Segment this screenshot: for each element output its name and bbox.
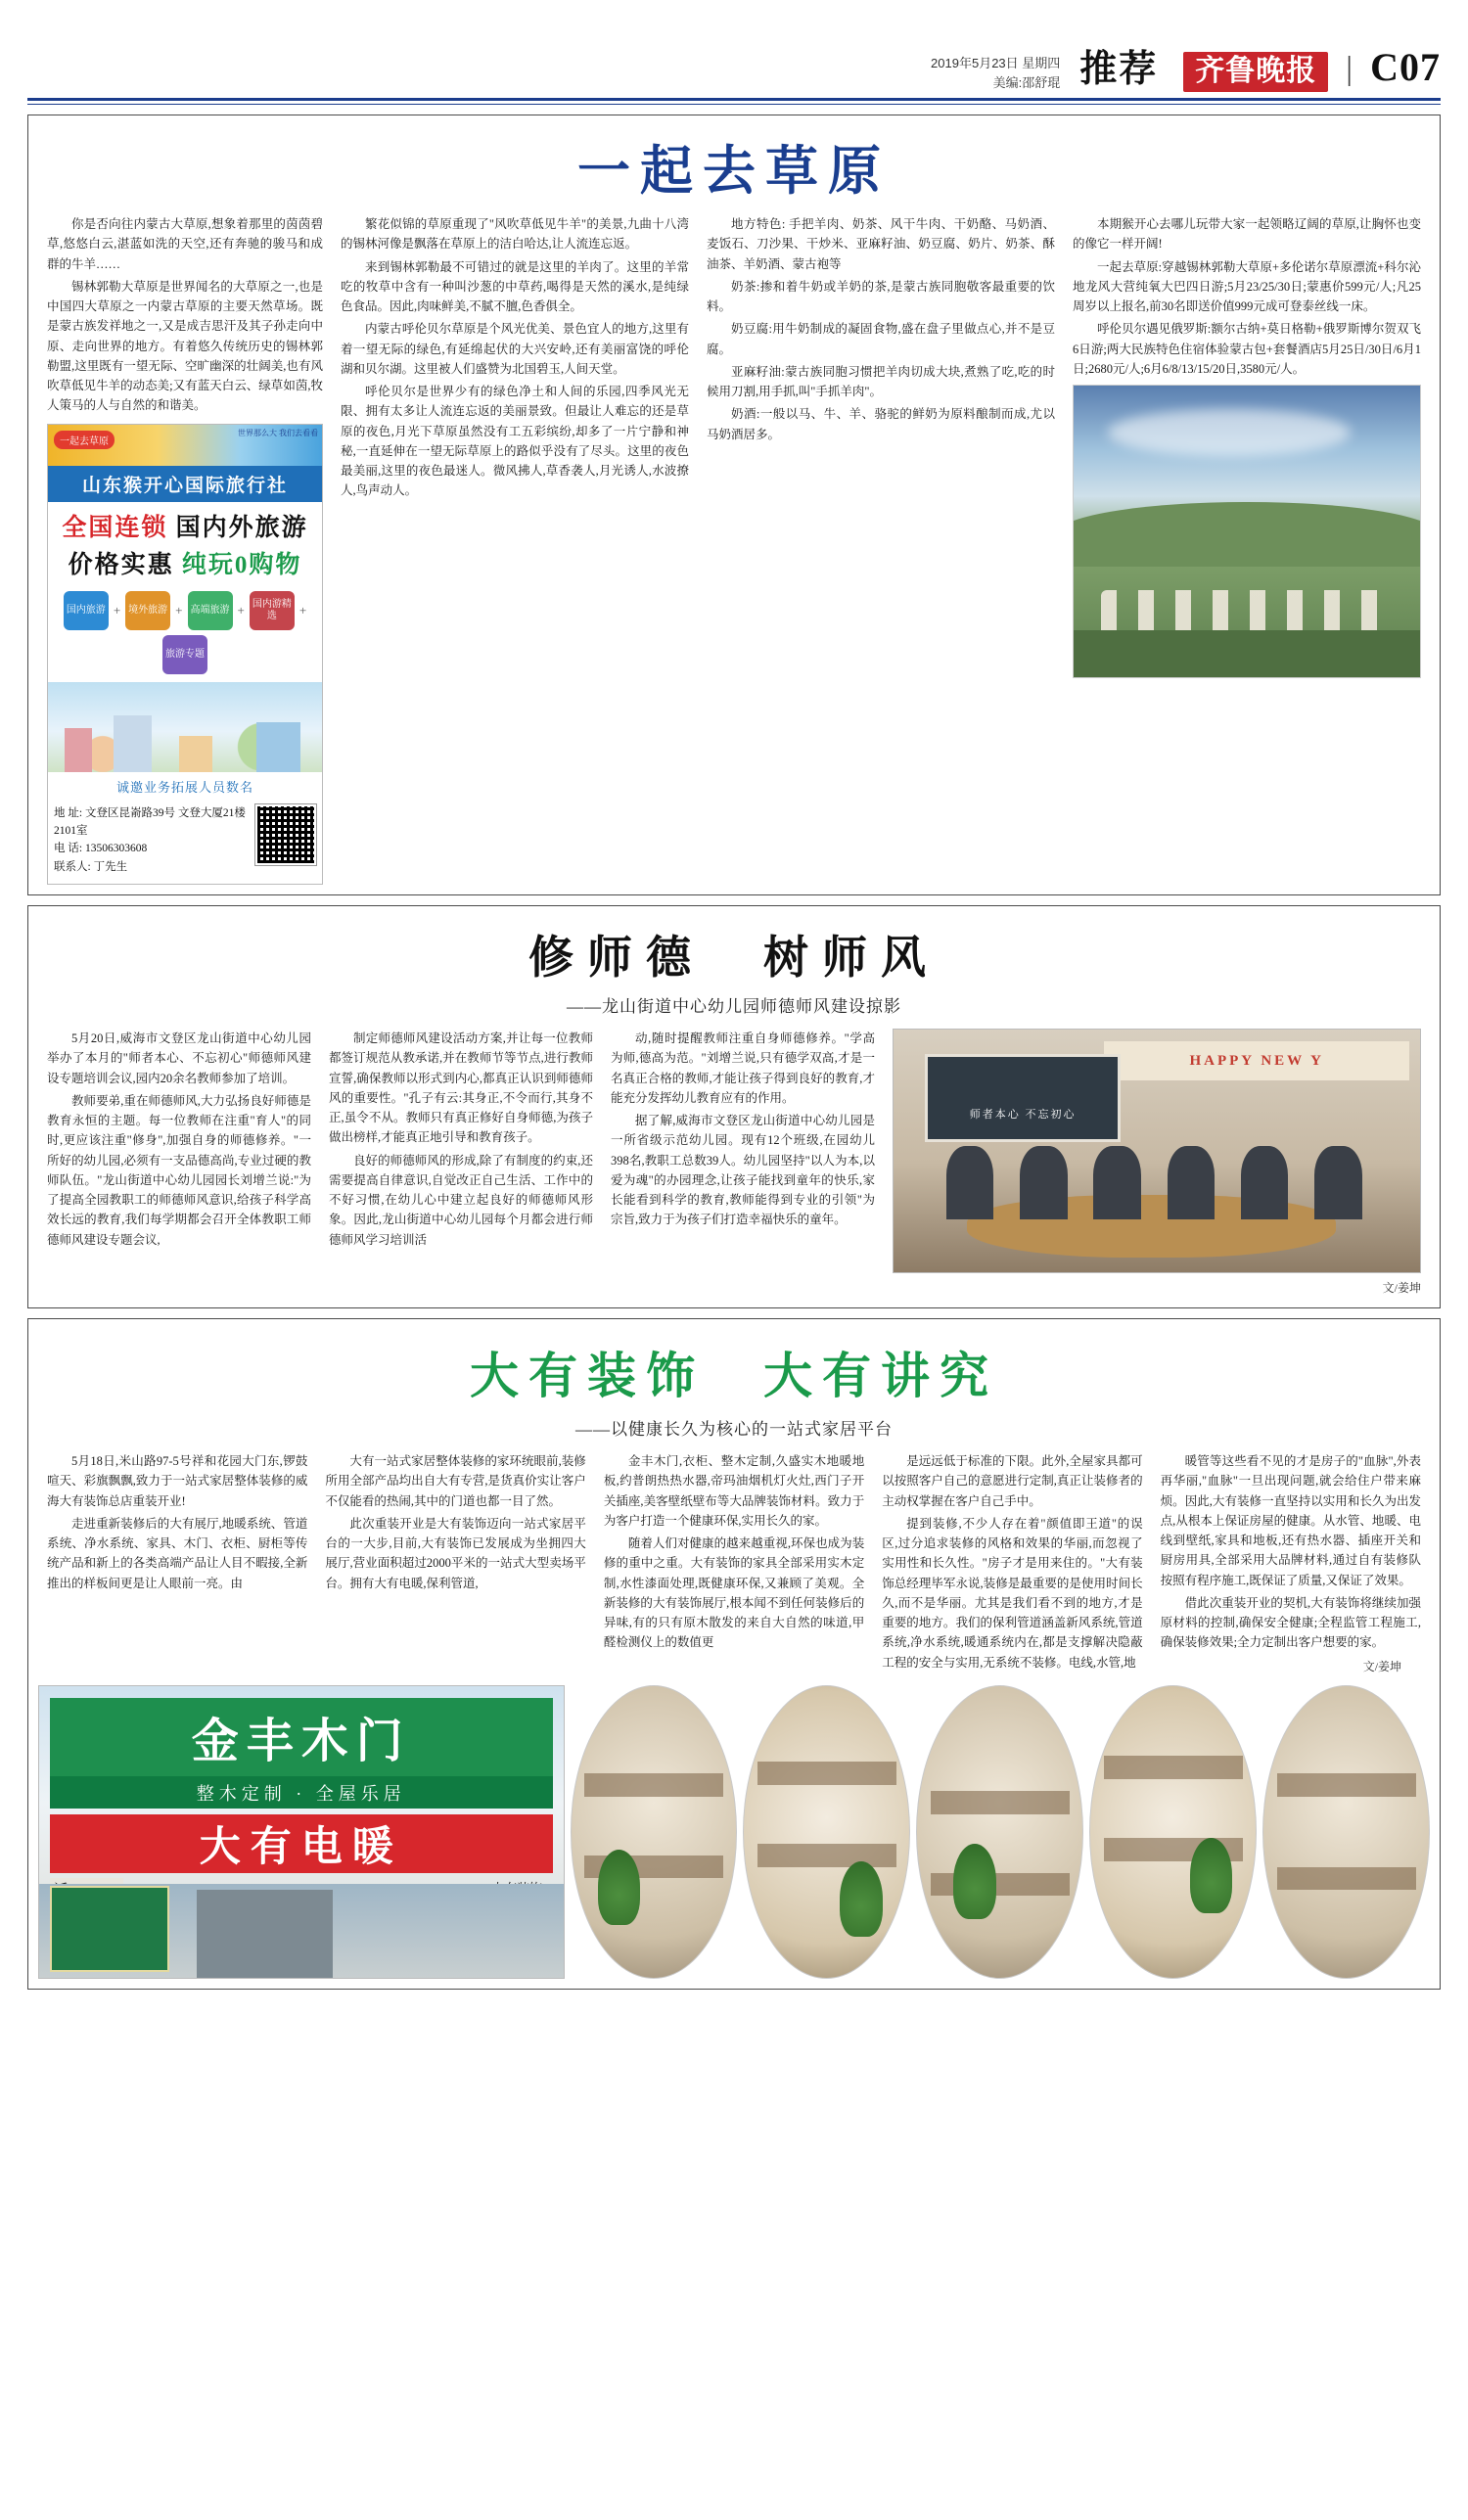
ad-chip-plus-2: + xyxy=(175,602,183,618)
story3-column-5 xyxy=(1152,1451,1430,1675)
interior-photo-1 xyxy=(571,1685,738,1979)
ad-line-2b: 纯玩0购物 xyxy=(181,551,302,578)
story3-column-4 xyxy=(873,1451,1151,1675)
ad-badge-right: 世界那么大 我们去看看 xyxy=(238,428,318,437)
shop-sign-main: 金丰木门 xyxy=(50,1698,553,1776)
story-teacher-ethics xyxy=(27,905,1441,1308)
ad-phone-value: 13506303608 xyxy=(84,843,148,855)
story2-photo-column xyxy=(884,1029,1430,1296)
qr-code-icon[interactable] xyxy=(255,804,316,865)
story1-column-4 xyxy=(1064,214,1430,885)
story1-p4: 来到锡林郭勒最不可错过的就是这里的羊肉了。这里的羊常吃的牧草中含有一种叫沙葱的中草药,喝得是天然的溪水,是纯绿色食品。因此,肉味鲜美,不腻不膻,色香俱全。 xyxy=(341,259,689,313)
ad-banner xyxy=(48,425,322,466)
photo-screen-text: 师者本心 不忘初心 xyxy=(969,1109,1077,1122)
shop-placard xyxy=(50,1886,169,1971)
story2-p3: 制定师德师风建设活动方案,并让每一位教师都签订规范从教承诺,并在教师节等节点,进行教师宣誓,确保教师以形式到内心,都真正认识到师德师风的重要性。"孔子有云:其身正,不令而行,其身不正,虽令不从。教师只有真正修好自身师德,为孩子做出榜样,才能真正地引导和教育孩子。 xyxy=(329,1031,593,1145)
story1-p1: 你是否向往内蒙古大草原,想象着那里的茵茵碧草,悠悠白云,湛蓝如洗的天空,还有奔驰的骏马和成群的牛羊…… xyxy=(47,217,323,271)
story-grassland xyxy=(27,115,1441,895)
story1-column-2 xyxy=(332,214,698,885)
ad-line-2 xyxy=(48,545,322,580)
masthead xyxy=(27,0,1441,92)
ad-line-1b: 国内外旅游 xyxy=(175,514,308,541)
story2-column-1 xyxy=(38,1029,320,1296)
storefront-photo xyxy=(38,1685,565,1979)
story3-p7: 是远远低于标准的下限。此外,全屋家具都可以按照客户自己的意愿进行定制,真正让装修者的主动权掌握在客户自己手中。 xyxy=(882,1454,1143,1508)
story2-byline: 文/姜坤 xyxy=(1382,1281,1421,1296)
story1-p3: 繁花似锦的草原重现了"风吹草低见牛羊"的美景,九曲十八湾的锡林河像是飘落在草原上的洁白哈达,让人流连忘返。 xyxy=(341,217,689,252)
story1-column-1 xyxy=(38,214,332,885)
story3-column-1 xyxy=(38,1451,316,1675)
story3-p2: 走进重新装修后的大有展厅,地暖系统、管道系统、净水系统、家具、木门、衣柜、厨柜等传统产品和新上的各类高端产品让人目不暇接,全新推出的样板间更是让人眼前一亮。由 xyxy=(47,1516,308,1590)
ad-contact-label: 联系人: xyxy=(54,860,91,873)
page-number: C07 xyxy=(1370,45,1441,89)
ad-slogan: 诚邀业务拓展人员数名 xyxy=(115,779,253,795)
story1-specialty: 地方特色: 手把羊肉、奶茶、风干牛肉、干奶酪、马奶酒、麦饭石、刀沙果、干炒米、亚麻籽油、奶豆腐、奶片、奶茶、酥油茶、羊奶酒、蒙古袍等 xyxy=(707,217,1055,271)
masthead-separator: | xyxy=(1346,51,1353,87)
interior-photo-3 xyxy=(916,1685,1083,1979)
publication-date xyxy=(931,54,1060,92)
story1-milk-wine: 奶酒:一般以马、牛、羊、骆驼的鲜奶为原料酿制而成,尤以马奶酒居多。 xyxy=(707,407,1055,441)
ad-contact-person xyxy=(54,858,250,876)
ad-chip-1[interactable]: 境外旅游 xyxy=(125,591,170,630)
story3-p4: 此次重装开业是大有装饰迈向一站式家居平台的一大步,目前,大有装饰已发展成为坐拥四大展厅,营业面积超过2000平米的一站式大型卖场平台。拥有大有电暖,保利管道, xyxy=(325,1516,586,1590)
masthead-rule xyxy=(27,98,1441,101)
editor-line: 美编:邵舒琨 xyxy=(992,74,1061,90)
story3-p1: 5月18日,米山路97-5号祥和花园大门东,锣鼓喧天、彩旗飘飘,致力于一站式家居整体装修的威海大有装饰总店重装开业! xyxy=(47,1454,308,1508)
story1-p6: 呼伦贝尔是世界少有的绿色净土和人间的乐园,四季风光无限、拥有太多让人流连忘返的美丽景致。但最让人难忘的还是草原的夜色,月光下草原虽然没有工五彩缤纷,却多了一片宁静和神秘,一直延伸在一望无际草原上的路似乎没有了尽头。这里的夜色最美丽,这里的夜色最迷人。微风拂人,草香袭人,月光诱人,水波撩人,鸟声动人。 xyxy=(341,385,689,498)
shop-sign-red: 大有电暖 xyxy=(50,1814,553,1873)
ad-contact-value: 丁先生 xyxy=(93,860,128,873)
story1-headline: 一起去草原 xyxy=(577,142,891,201)
ad-phone xyxy=(54,840,250,857)
story2-headline: 修师德 树师风 xyxy=(528,933,940,984)
story2-column-3 xyxy=(602,1029,884,1296)
interior-photo-2 xyxy=(743,1685,910,1979)
interior-photo-5 xyxy=(1262,1685,1430,1979)
ad-chip-4[interactable]: 旅游专题 xyxy=(162,635,207,674)
story3-column-2 xyxy=(316,1451,594,1675)
story2-p1: 5月20日,威海市文登区龙山街道中心幼儿园举办了本月的"师者本心、不忘初心"师德师风建设专题培训会议,园内20余名教师参加了培训。 xyxy=(47,1031,311,1085)
interior-photo-4 xyxy=(1089,1685,1257,1979)
ad-chip-2[interactable]: 高端旅游 xyxy=(188,591,233,630)
story1-column-3 xyxy=(698,214,1064,885)
story2-p4: 良好的师德师风的形成,除了有制度的约束,还需要提高自律意识,自觉改正自己生活、工作中的不好习惯,在幼儿心中建立起良好的师德师风形象。因此,龙山街道中心幼儿园每个月都会进行师德师风学习培训活 xyxy=(329,1153,593,1247)
ad-agency-name: 山东猴开心国际旅行社 xyxy=(48,466,322,502)
story2-column-2 xyxy=(320,1029,602,1296)
story3-headline: 大有装饰 大有讲究 xyxy=(470,1349,998,1404)
story1-milk-tea: 奶茶:掺和着牛奶或羊奶的茶,是蒙古族同胞敬客最重要的饮料。 xyxy=(707,279,1055,313)
photo-banner-text: HAPPY NEW Y xyxy=(1104,1041,1409,1080)
ad-line-2a: 价格实惠 xyxy=(68,551,174,578)
ad-service-chips xyxy=(48,584,322,682)
story1-tour-b: 呼伦贝尔遇见俄罗斯:额尔古纳+莫日格勒+俄罗斯博尔贺双飞6日游;两大民族特色住宿体验蒙古包+套餐酒店5月25日/30日/6月1日;2680元/人;6月6/8/13/15/20日,3580元/人。 xyxy=(1073,322,1421,376)
ad-badge: 一起去草原 xyxy=(54,431,115,449)
story3-p6: 随着人们对健康的越来越重视,环保也成为装修的重中之重。大有装饰的家具全部采用实木定制,水性漆面处理,既健康环保,又兼顾了美观。全新装修的大有装饰展厅,根本闻不到任何装修后的异味,有的只有原木散发的来自大自然的味道,甲醛检测仪上的数值更 xyxy=(603,1536,865,1650)
story3-p5: 金丰木门,衣柜、整木定制,久盛实木地暖地板,约普朗热热水器,帝玛油烟机灯火灶,西门子开关插座,美客壁纸壁布等大品牌装饰材料。致力于为客户打造一个健康环保,实用长久的家。 xyxy=(603,1454,865,1528)
story3-subheadline: ——以健康长久为核心的一站式家居平台 xyxy=(575,1420,893,1440)
story1-tour-a: 一起去草原:穿越锡林郭勒大草原+多伦诺尔草原漂流+科尔沁地龙风大营纯氧大巴四日游;5月23/25/30日;蒙惠价599元/人;凡25周岁以上报名,前30名即送价值999元成可登泰丝线一床。 xyxy=(1073,259,1421,313)
ad-chip-plus-3: + xyxy=(237,602,245,618)
story3-p9: 暖管等这些看不见的才是房子的"血脉",外表再华丽,"血脉"一旦出现问题,就会给住户带来麻烦。因此,大有装修一直坚持以实用和长久为出发点,从根本上保证房屋的健康。从水管、地暖、电线到壁纸,家具和地板,还有热水器、插座开关和厨房用具,全部采用大品牌材料,通过自有装修队按照有程序施工,既保证了质量,又保证了效果。 xyxy=(1160,1454,1422,1587)
story3-p8: 提到装修,不少人存在着"颜值即王道"的误区,过分追求装修的风格和效果的华丽,而忽视了实用性和长久性。"房子才是用来住的。"大有装饰总经理毕军永说,装修是最重要的是使用时间长久,而不是华丽。尤其是我们看不到的地方,才是重要的地方。我们的保利管道涵盖新风系统,管道系统,净水系统,暖通系统内在,都是支撑解决隐蔽工程的安全与实用,无系统不装修。电线,水管,地 xyxy=(882,1516,1143,1670)
story3-byline: 文/姜坤 xyxy=(1362,1659,1402,1673)
story3-p3: 大有一站式家居整体装修的家环统眼前,装修所用全部产品均出自大有专营,是货真价实让客户不仅能看的热闹,其中的门道也都一目了然。 xyxy=(325,1454,586,1508)
ad-chip-plus-4: + xyxy=(298,602,307,618)
story2-subheadline: ——龙山街道中心幼儿园师德师风建设掠影 xyxy=(567,997,901,1017)
story1-p2: 锡林郭勒大草原是世界闻名的大草原之一,也是中国四大草原之一内蒙古草原的主要天然草场。既是蒙古族发祥地之一,又是成吉思汗及其子孙走向中原、走向世界的地方。有着悠久传统历史的锡林郭勒盟,这里既有一望无际、空旷幽深的壮阔美,也有风吹草低见牛羊的动态美;又有蓝天白云、绿草如茵,牧人策马的人与自然的和谐美。 xyxy=(47,279,323,413)
newspaper-logo: 齐鲁晚报 xyxy=(1183,52,1328,92)
ad-phone-label: 电 话: xyxy=(54,843,83,855)
ad-chip-plus-1: + xyxy=(113,602,121,618)
story3-column-3 xyxy=(595,1451,873,1675)
story2-p6: 据了解,威海市文登区龙山街道中心幼儿园是一所省级示范幼儿园。现有12个班级,在园幼儿398名,教职工总数39人。幼儿园坚持"以人为本,以爱为魂"的办园理念,让孩子能找到童年的快乐,家长能看到科学的教育,教师能得到专业的引领"为宗旨,致力于为孩子们打造幸福快乐的童年。 xyxy=(611,1114,875,1227)
ad-chip-0[interactable]: 国内旅游 xyxy=(64,591,109,630)
photo-screen xyxy=(925,1054,1121,1142)
story1-tour-intro: 本期猴开心去哪儿玩带大家一起领略辽阔的草原,让胸怀也变的像它一样开阔! xyxy=(1073,217,1421,252)
story3-photo-gallery xyxy=(28,1681,1440,1989)
story1-milk-tofu: 奶豆腐:用牛奶制成的凝固食物,盛在盘子里做点心,并不是豆腐。 xyxy=(707,322,1055,356)
shop-sign-sub: 整木定制 · 全屋乐居 xyxy=(50,1776,553,1809)
grassland-photo xyxy=(1073,385,1421,678)
story-dayou-decoration xyxy=(27,1318,1441,1990)
story2-p2: 教师要弟,重在师德师风,大力弘扬良好师德是教育永恒的主题。每一位教师在注重"育人"的同时,更应该注重"修身",加强自身的师德修养。"一所好的幼儿园,必须有一支品德高尚,专业过硬的教师队伍。"龙山街道中心幼儿园园长刘增兰说:"为了提高全园教职工的师德师风意识,给孩子科学高效长远的教育,我们每学期都会召开全体教职工师德师风建设专题会议, xyxy=(47,1093,311,1247)
ad-line-1a: 全国连锁 xyxy=(62,514,168,541)
date-line: 2019年5月23日 星期四 xyxy=(931,56,1061,70)
ad-address-value: 文登区昆嵛路39号 文登大厦21楼2101室 xyxy=(54,806,246,837)
ad-chip-3[interactable]: 国内游精选 xyxy=(250,591,295,630)
story1-p5: 内蒙古呼伦贝尔草原是个风光优美、景色宜人的地方,这里有着一望无际的绿色,有延绵起伏的大兴安岭,还有美丽富饶的呼伦湖和贝尔湖。这里被人们盛赞为北国碧玉,人间天堂。 xyxy=(341,322,689,376)
ad-address-label: 地 址: xyxy=(54,806,83,819)
ad-address xyxy=(54,804,250,841)
masthead-rule-thin xyxy=(27,104,1441,105)
story3-p10: 借此次重装开业的契机,大有装饰将继续加强原材料的控制,确保安全健康;全程监管工程施工,确保装修效果;全力定制出客户想要的家。 xyxy=(1160,1595,1422,1650)
ad-cityscape-image xyxy=(48,682,322,772)
ad-line-1 xyxy=(48,508,322,543)
story2-p5: 动,随时提醒教师注重自身师德修养。"学高为师,德高为范。"刘增兰说,只有德学双高,才是一名真正合格的教师,才能让孩子得到良好的教育,才能充分发挥幼儿教育应有的作用。 xyxy=(611,1031,875,1105)
kindergarten-meeting-photo xyxy=(893,1029,1421,1273)
story1-flax-oil: 亚麻籽油:蒙古族同胞习惯把羊肉切成大块,煮熟了吃,吃的时候用刀割,用手抓,叫"手抓羊肉"。 xyxy=(707,364,1055,398)
travel-agency-ad xyxy=(47,424,323,886)
section-title: 推荐 xyxy=(1079,49,1159,90)
